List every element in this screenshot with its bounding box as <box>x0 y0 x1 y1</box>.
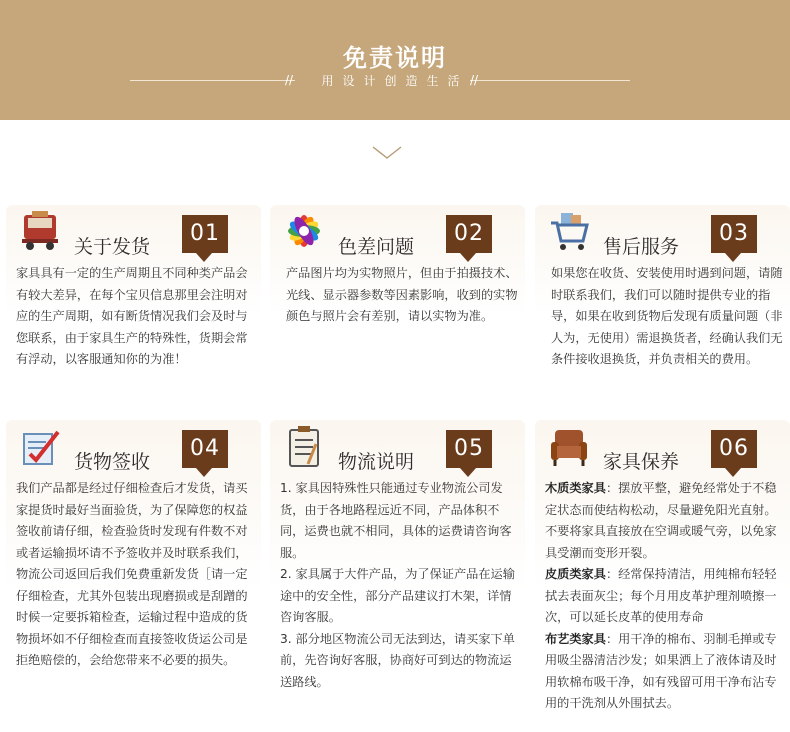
slash-mark-right: // <box>470 73 479 87</box>
care-item-fabric <box>545 629 783 715</box>
slash-mark-left: // <box>285 73 294 87</box>
care-text: ：经常保持清洁，用纯棉布轻轻拭去表面灰尘；每个月用皮革护理剂喷擦一次，可以延长皮革的使用寿命 <box>545 567 777 624</box>
logistics-item: 2. 家具属于大件产品，为了保证产品在运输途中的安全性，部分产品建议打木架，详情咨询客服。 <box>280 567 515 624</box>
number-badge: 05 <box>446 430 492 468</box>
card-body: 如果您在收货、安装使用时遇到问题，请随时联系我们，我们可以随时提供专业的指导，如果在收到货物后发现有质量问题（非人为，无使用）需退换货者，经确认我们无条件接收退换货，并负责相关的费用。 <box>551 266 783 366</box>
card-title: 色差问题 <box>338 236 415 258</box>
card-receipt <box>6 420 261 730</box>
card-color-difference <box>270 205 525 405</box>
logistics-item: 3. 部分地区物流公司无法到达，请买家下单前，先咨询好客服，协商好可到达的物流运送路线。 <box>280 631 515 689</box>
card-title: 关于发货 <box>74 236 151 258</box>
number-badge: 01 <box>182 215 228 253</box>
header-banner <box>0 0 790 120</box>
card-body <box>545 478 783 715</box>
page-subtitle: 用设计创造生活 <box>321 74 469 88</box>
page-title: 免责说明 <box>343 44 447 72</box>
card-maintenance <box>535 420 790 730</box>
card-title: 货物签收 <box>74 451 151 473</box>
care-text: ：用干净的棉布、羽制毛掸或专用吸尘器清洁沙发；如果洒上了液体请及时用软棉布吸干净，如有残留可用干净布沾专用的干洗剂从外围拭去。 <box>545 631 777 710</box>
number-badge: 03 <box>711 215 757 253</box>
card-after-sales <box>535 205 790 405</box>
delivery-truck-icon <box>18 209 62 253</box>
card-title: 售后服务 <box>603 236 680 258</box>
armchair-icon <box>547 424 591 468</box>
logistics-item: 1. 家具因特殊性只能通过专业物流公司发货，由于各地路程远近不同，产品体积不同，运费也就不相同，具体的运费请咨询客服。 <box>280 481 512 560</box>
clipboard-list-icon <box>282 424 326 468</box>
card-title: 家具保养 <box>603 451 680 473</box>
care-label: 木质类家具 <box>545 481 606 495</box>
card-shipping <box>6 205 261 405</box>
care-label: 皮质类家具 <box>545 567 606 581</box>
number-badge: 04 <box>182 430 228 468</box>
card-body: 家具具有一定的生产周期且不同种类产品会有较大差异，在每个宝贝信息那里会注明对应的生产周期，如有断货情况我们会及时与您联系，由于家具生产的特殊性，货期会常有浮动，以客服通知你的为准！ <box>16 266 248 366</box>
care-text: ：摆放平整，避免经常处于不稳定状态而使结构松动，尽量避免阳光直射。不要将家具直接放在空调或暖气旁，以免家具受潮而变形开裂。 <box>545 481 777 560</box>
card-body: 产品图片均为实物照片，但由于拍摄技术、光线、显示器参数等因素影响，收到的实物颜色与照片会有差别，请以实物为准。 <box>286 266 518 323</box>
shopping-cart-icon <box>547 209 591 253</box>
number-badge: 02 <box>446 215 492 253</box>
card-body: 我们产品都是经过仔细检查后才发货，请买家提货时最好当面验货，为了保障您的权益签收前请仔细，检查验货时发现有件数不对或者运输损坏请不予签收并及时联系我们，物流公司返回后我们免费重新发货［请一定仔细检查，尤其外包装出现磨损或是刮蹭的时候一定要拆箱检查，运输过程中造成的货物损坏如不仔细检查而直接签收货运公司是拒绝赔偿的，会给您带来不必要的损失。 <box>16 481 248 667</box>
checklist-pen-icon <box>18 424 62 468</box>
number-badge: 06 <box>711 430 757 468</box>
care-item-wood <box>545 478 783 564</box>
chevron-down-icon <box>372 146 402 160</box>
care-label: 布艺类家具 <box>545 631 606 646</box>
card-logistics <box>270 420 525 730</box>
care-item-leather <box>545 564 783 629</box>
card-body <box>280 478 518 693</box>
card-title: 物流说明 <box>338 451 415 473</box>
color-wheel-icon <box>282 209 326 253</box>
